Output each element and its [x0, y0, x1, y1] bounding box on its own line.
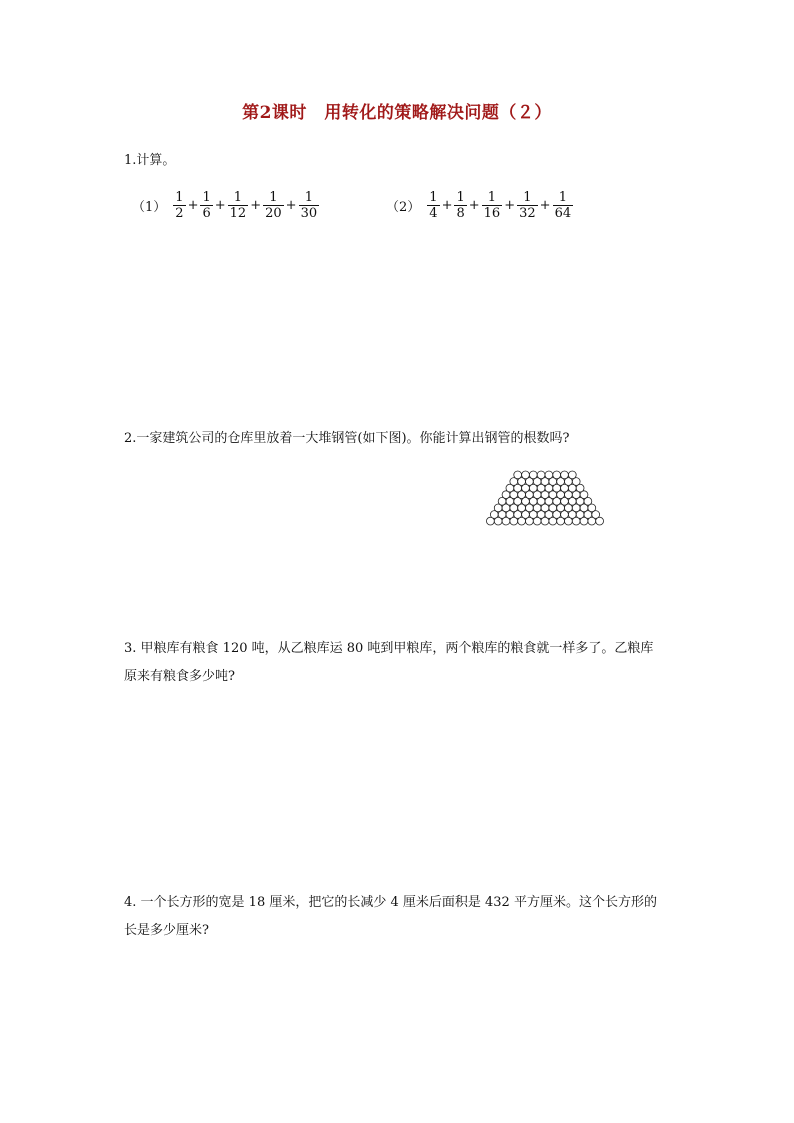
plus-sign: +	[214, 198, 226, 213]
plus-sign: +	[285, 198, 297, 213]
pipe-circle	[553, 471, 561, 479]
expression-1	[132, 190, 320, 221]
fraction: $\frac{1}{8}$	[456, 190, 465, 221]
expression-2-label: （2）	[386, 200, 421, 215]
fraction: $\frac{1}{12}$	[229, 190, 247, 221]
question-3-line-2: 原来有粮食多少吨?	[124, 669, 235, 684]
pipe-circle	[568, 471, 576, 479]
plus-sign: +	[250, 198, 262, 213]
fraction: $\frac{1}{32}$	[519, 190, 536, 221]
question-3-line-1: 3. 甲粮库有粮食 120 吨，从乙粮库运 80 吨到甲粮库，两个粮库的粮食就一样多了。乙粮库	[124, 641, 654, 656]
plus-sign: +	[468, 198, 480, 213]
fraction: $\frac{1}{20}$	[265, 190, 282, 221]
fraction: $\frac{1}{6}$	[202, 190, 211, 221]
question-1-text: 1.计算。	[124, 153, 176, 168]
question-2-text: 2.一家建筑公司的仓库里放着一大堆钢管(如下图)。你能计算出钢管的根数吗?	[124, 431, 570, 446]
plus-sign: +	[504, 198, 516, 213]
expression-1-label: （1）	[132, 200, 167, 215]
pipe-circle	[529, 471, 537, 479]
fraction: $\frac{1}{2}$	[175, 190, 184, 221]
question-4-line-1: 4. 一个长方形的宽是 18 厘米，把它的长减少 4 厘米后面积是 432 平方厘米。这个长方形的	[124, 895, 657, 910]
steel-pipe-stack-figure	[480, 470, 610, 526]
expression-2	[386, 190, 574, 221]
fraction: $\frac{1}{30}$	[300, 190, 318, 221]
pipe-circle	[545, 471, 553, 479]
pipe-circle	[537, 471, 545, 479]
question-4-line-2: 长是多少厘米?	[124, 923, 209, 938]
fraction: $\frac{1}{16}$	[483, 190, 501, 221]
plus-sign: +	[539, 198, 551, 213]
plus-sign: +	[441, 198, 453, 213]
pipe-circle	[522, 471, 530, 479]
pipe-circle	[561, 471, 569, 479]
page-title: 第2课时 用转化的策略解决问题（２）	[242, 103, 552, 123]
fraction: $\frac{1}{4}$	[429, 190, 438, 221]
pipe-circle	[514, 471, 522, 479]
plus-sign: +	[187, 198, 199, 213]
fraction: $\frac{1}{64}$	[554, 190, 572, 221]
